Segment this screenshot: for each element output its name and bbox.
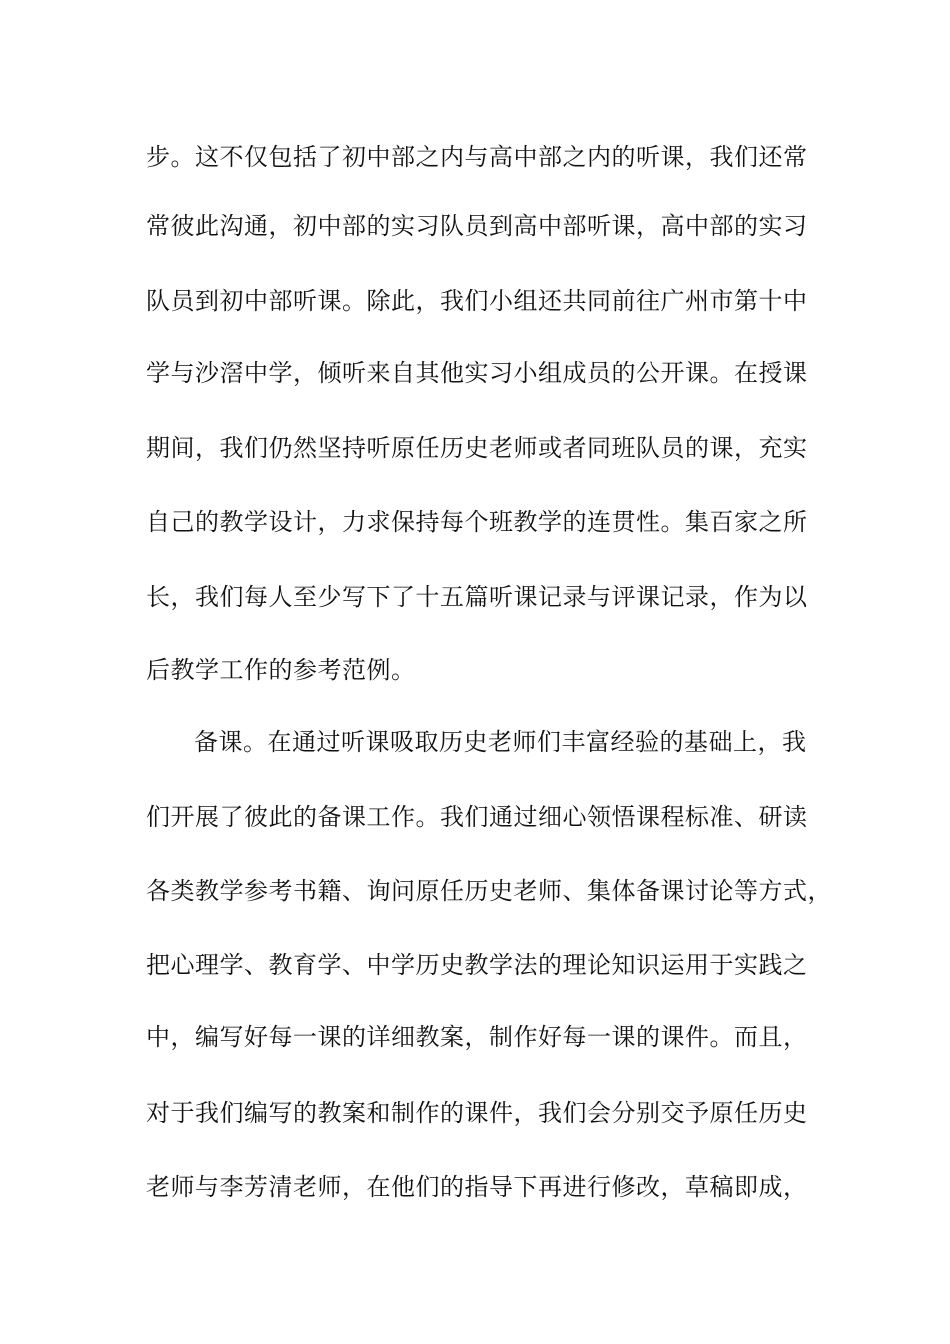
paragraph-line: 队员到初中部听课。除此，我们小组还共同前往广州市第十中 — [146, 287, 808, 315]
paragraph-first-line: 备课。在通过听课吸取历史老师们丰富经验的基础上，我 — [194, 728, 807, 756]
paragraph-line: 长，我们每人至少写下了十五篇听课记录与评课记录，作为以 — [146, 583, 808, 611]
paragraph-line: 们开展了彼此的备课工作。我们通过细心领悟课程标准、研读 — [146, 803, 808, 831]
paragraph-line: 中，编写好每一课的详细教案，制作好每一课的课件。而且， — [146, 1023, 808, 1051]
paragraph-line: 自己的教学设计，力求保持每个班教学的连贯性。集百家之所 — [146, 508, 808, 536]
paragraph-line: 各类教学参考书籍、询问原任历史老师、集体备课讨论等方式， — [146, 877, 832, 905]
paragraph-line: 步。这不仅包括了初中部之内与高中部之内的听课，我们还常 — [146, 143, 808, 171]
paragraph-line: 把心理学、教育学、中学历史教学法的理论知识运用于实践之 — [146, 951, 808, 979]
paragraph-line: 期间，我们仍然坚持听原任历史老师或者同班队员的课，充实 — [146, 434, 808, 462]
paragraph-line: 对于我们编写的教案和制作的课件，我们会分别交予原任历史 — [146, 1099, 808, 1127]
paragraph-line: 常彼此沟通，初中部的实习队员到高中部听课，高中部的实习 — [146, 212, 808, 240]
paragraph-line: 学与沙滘中学，倾听来自其他实习小组成员的公开课。在授课 — [146, 359, 808, 387]
paragraph-line: 老师与李芳清老师，在他们的指导下再进行修改，草稿即成， — [146, 1173, 808, 1201]
paragraph-line: 后教学工作的参考范例。 — [146, 656, 416, 684]
